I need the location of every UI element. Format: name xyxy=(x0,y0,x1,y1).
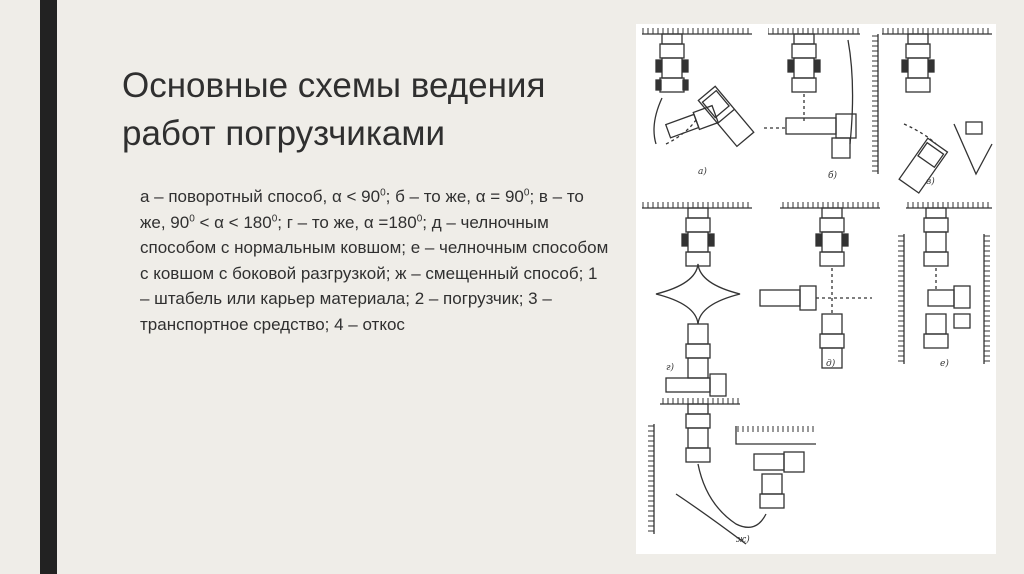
panel-d xyxy=(760,202,880,369)
slide-title: Основные схемы ведения работ погрузчиками xyxy=(122,66,546,153)
panel-b xyxy=(764,28,860,181)
panel-label-g: г) xyxy=(666,363,675,373)
left-accent-bar xyxy=(40,0,57,574)
loader-schemes-drawing xyxy=(636,24,996,554)
panel-label-a: а) xyxy=(698,167,707,177)
panel-a xyxy=(642,28,754,177)
panel-label-b: б) xyxy=(828,171,838,181)
panel-v xyxy=(872,28,992,193)
panel-label-zh: ж) xyxy=(736,535,750,545)
panel-label-v: в) xyxy=(926,177,935,187)
loader-schemes-figure xyxy=(636,24,996,554)
panel-zh xyxy=(648,398,816,545)
panel-label-e: е) xyxy=(940,359,949,369)
panel-label-d: д) xyxy=(826,359,836,369)
panel-g xyxy=(642,202,752,396)
panel-e xyxy=(898,202,992,369)
caption-text: а – поворотный способ, $\alpha < 90^0$; б – то же, $\alpha = 90^0$; в – то же, $90^0 < \alpha < 180^0$; г – то же, $\alpha =180^0$; д – челночным способом с нормальным ковшом; е – челночным способом с ковшом с боковой разгрузкой; ж – смещенный способ; 1 – штабель или карьер материала; 2 – погрузчик; 3 – транспортное средство; 4 – откос xyxy=(140,187,609,334)
